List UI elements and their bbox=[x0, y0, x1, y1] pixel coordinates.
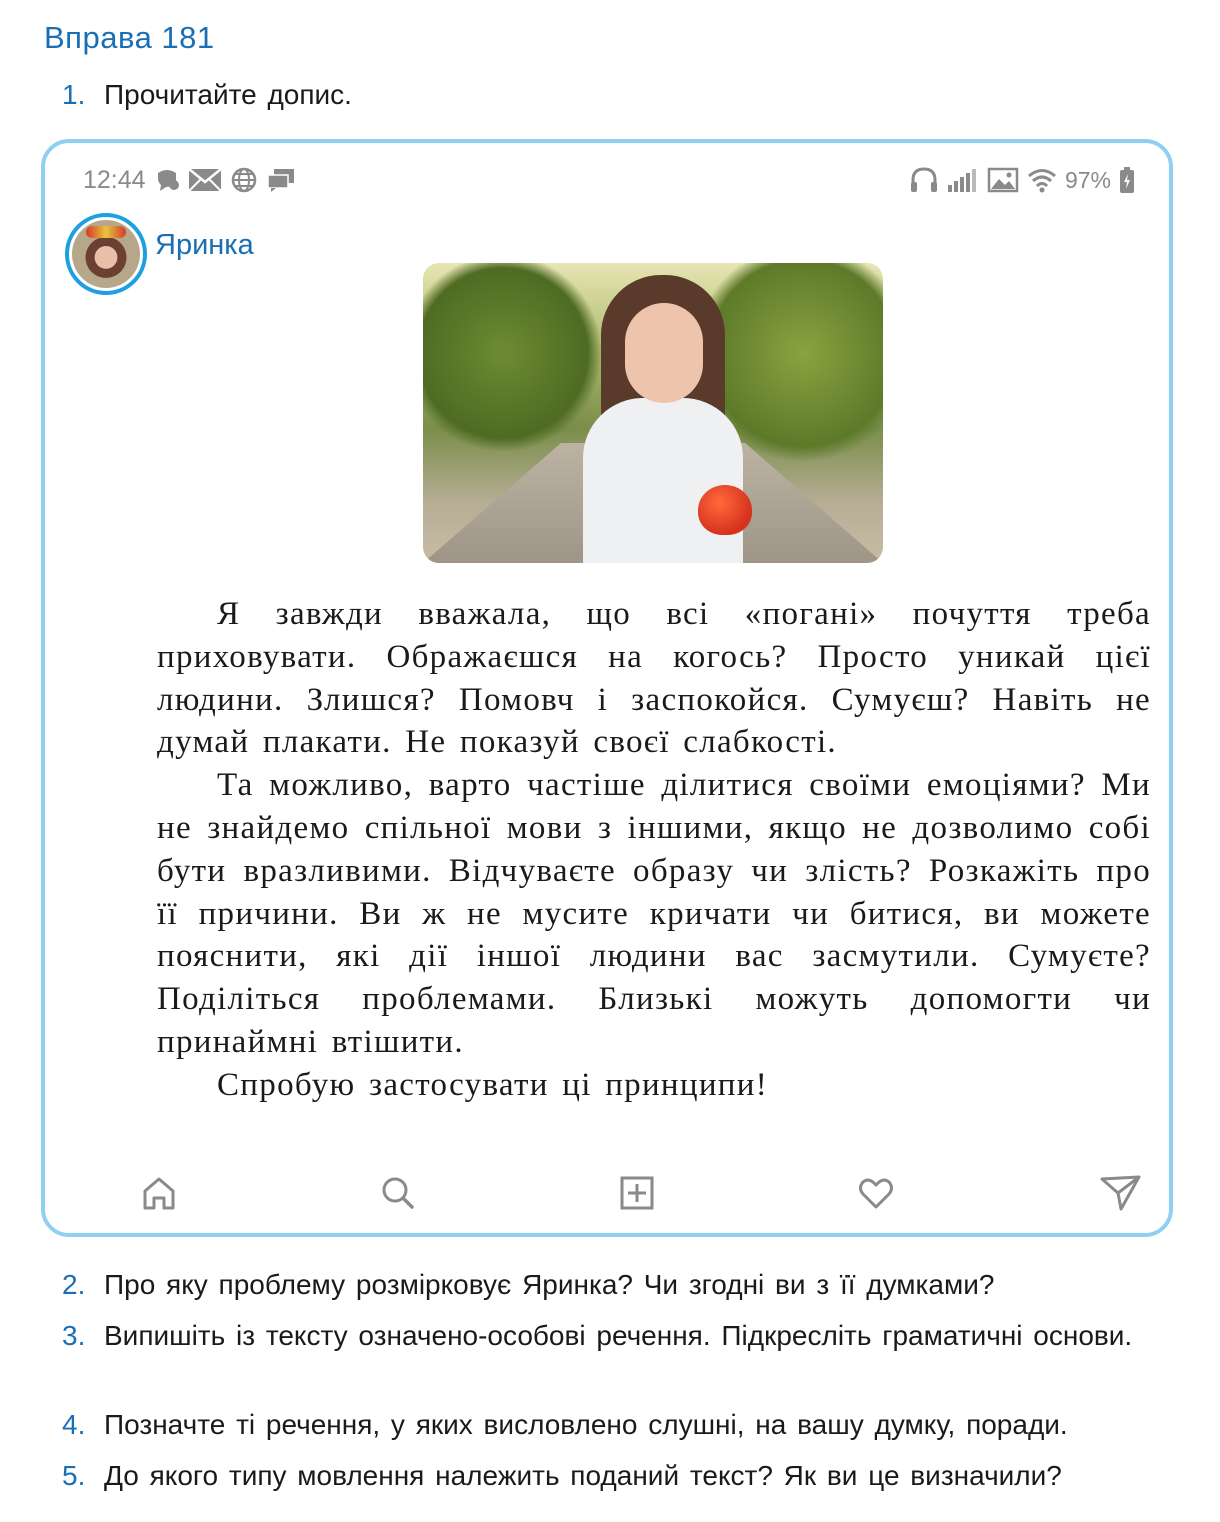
task-item-3 bbox=[62, 1317, 1182, 1355]
battery-icon bbox=[1119, 166, 1135, 194]
home-icon[interactable] bbox=[139, 1173, 179, 1213]
post-text bbox=[157, 593, 1151, 1107]
post-paragraph-3: Спробую застосувати ці принципи! bbox=[217, 1066, 769, 1103]
avatar[interactable] bbox=[65, 213, 147, 295]
post-paragraph-2: Та можливо, варто частіше ділитися своїми емоціями? Ми не знайдемо спільної мови з іншими, якщо не дозволимо собі бути вразливими. Відчуваєте образу чи злість? Розкажіть про її причини. Ви ж не мусите кричати чи битися, ви можете пояснити, які дії іншої людини вас засмутили. Сумуєте? Поділіться проблемами. Близькі можуть допомогти чи принаймні втішити. bbox=[157, 767, 1151, 1060]
task-number: 5. bbox=[62, 1460, 86, 1491]
post-nav-bar bbox=[45, 1173, 1169, 1223]
task-text: Позначте ті речення, у яких висловлено слушні, на вашу думку, поради. bbox=[104, 1409, 1068, 1440]
exercise-title: Вправа 181 bbox=[44, 20, 215, 55]
signal-icon bbox=[947, 167, 979, 193]
task-item-1 bbox=[62, 76, 1182, 114]
task-number: 1. bbox=[62, 79, 86, 110]
status-time: 12:44 bbox=[83, 165, 146, 194]
post-paragraph-1: Я завжди вважала, що всі «погані» почуття треба приховувати. Ображаєшся на когось? Просто уникай цієї людини. Злишся? Помовч і заспокойся. Сумуєш? Навіть не думай плакати. Не показуй своєї слабкості. bbox=[157, 596, 1151, 761]
task-item-5 bbox=[62, 1457, 1182, 1495]
globe-icon bbox=[230, 166, 258, 194]
mail-icon bbox=[188, 167, 222, 193]
post-photo bbox=[423, 263, 883, 563]
add-post-icon[interactable] bbox=[617, 1173, 657, 1213]
send-icon[interactable] bbox=[1099, 1173, 1139, 1213]
task-number: 2. bbox=[62, 1269, 86, 1300]
avatar-photo bbox=[72, 220, 140, 288]
task-text: Випишіть із тексту означено-особові речення. Підкресліть граматичні основи. bbox=[104, 1320, 1133, 1351]
task-number: 3. bbox=[62, 1320, 86, 1351]
search-icon[interactable] bbox=[378, 1173, 418, 1213]
phone-post-frame bbox=[41, 139, 1173, 1237]
messages-icon bbox=[266, 167, 296, 193]
status-bar bbox=[83, 165, 1135, 195]
task-text: До якого типу мовлення належить поданий текст? Як ви це визначили? bbox=[104, 1460, 1062, 1491]
image-icon bbox=[987, 167, 1019, 193]
task-number: 4. bbox=[62, 1409, 86, 1440]
task-text: Про яку проблему розмірковує Яринка? Чи згодні ви з її думками? bbox=[104, 1269, 995, 1300]
battery-level: 97% bbox=[1064, 166, 1111, 193]
task-text: Прочитайте допис. bbox=[104, 79, 352, 110]
task-item-2 bbox=[62, 1266, 1182, 1304]
chat-bubble-icon bbox=[154, 167, 180, 193]
headphones-icon bbox=[909, 166, 939, 194]
like-icon[interactable] bbox=[856, 1173, 896, 1213]
post-author[interactable]: Яринка bbox=[155, 229, 254, 261]
task-item-4 bbox=[62, 1406, 1182, 1444]
wifi-icon bbox=[1027, 167, 1057, 193]
